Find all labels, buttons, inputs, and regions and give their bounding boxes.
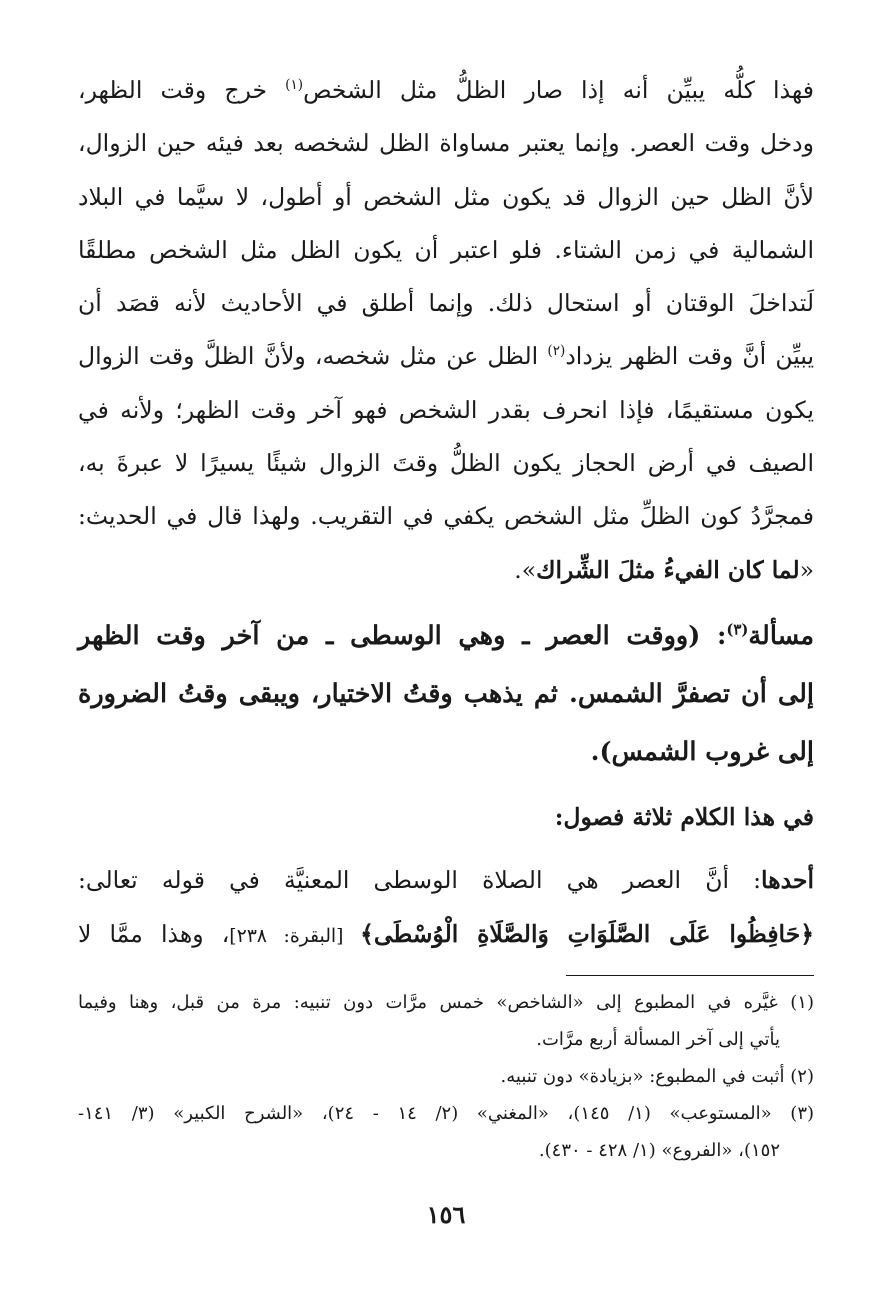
text-line xyxy=(78,330,814,383)
issue-label: مسألة xyxy=(748,620,814,651)
text-line xyxy=(78,854,814,907)
text-fragment: : أنَّ العصر هي الصلاة الوسطى المعنيَّة في قوله تعالى: xyxy=(78,866,762,895)
footnotes xyxy=(78,984,814,1169)
footnote-line: (٢) أثبت في المطبوع: «بزيادة» دون تنبيه. xyxy=(500,1065,814,1087)
text-fragment: ، وهذا ممَّا لا xyxy=(78,919,230,948)
text-line xyxy=(78,544,814,597)
text-line: لأنَّ الظل حين الزوال قد يكون مثل الشخص أو أطول، لا سيَّما في البلاد xyxy=(78,182,814,211)
footnote-ref[interactable]: (٢) xyxy=(547,343,566,360)
paragraph-3 xyxy=(78,854,814,961)
text-line: الشمالية في زمن الشتاء. فلو اعتبر أن يكون الظل مثل الشخص مطلقًا xyxy=(78,235,814,264)
footnote-line: ١٥٢)، «الفروع» (١/ ٤٢٨ - ٤٣٠). xyxy=(538,1139,780,1161)
text-line: يكون مستقيمًا، فإذا انحرف بقدر الشخص فهو آخر وقت الظهر؛ ولأنه في xyxy=(78,395,814,424)
text-line xyxy=(78,908,814,961)
text-line xyxy=(78,64,814,117)
text-fragment: : (ووقت العصر ـ وهي الوسطى ـ من آخر وقت الظهر xyxy=(78,620,727,651)
text-fragment: يبيِّن أنَّ وقت الظهر يزداد xyxy=(565,342,815,371)
text-fragment: فهذا كلُّه يبيِّن أنه إذا صار الظلُّ مثل الشخص xyxy=(303,76,814,104)
issue-block xyxy=(78,607,814,781)
footnote-line: (١) غيَّره في المطبوع إلى «الشاخص» خمس مرَّات دون تنبيه: مرة من قبل، وهنا وفيما xyxy=(78,991,814,1013)
hadith-quote: لما كان الفيءُ مثلَ الشِّراك xyxy=(536,555,800,584)
footnote-ref[interactable]: (١) xyxy=(285,77,304,94)
issue-line: إلى أن تصفرَّ الشمس. ثم يذهب وقتُ الاختيار، ويبقى وقتُ الضرورة xyxy=(78,678,814,709)
page-number: ١٥٦ xyxy=(426,1200,466,1229)
quote-mark: ». xyxy=(514,555,537,584)
footnote-separator xyxy=(566,975,814,976)
text-line: ودخل وقت العصر. وإنما يعتبر مساواة الظل لشخصه بعد فيئه حين الزوال، xyxy=(78,129,814,158)
text-line: فمجرَّدُ كون الظلِّ مثل الشخص يكفي في التقريب. ولهذا قال في الحديث: xyxy=(78,502,814,531)
paragraph-1 xyxy=(78,64,814,597)
footnote-ref[interactable]: (٣) xyxy=(726,621,749,639)
text-fragment: خرج وقت الظهر، xyxy=(78,76,286,104)
verse-reference: [البقرة: ٢٣٨] xyxy=(229,925,361,947)
quran-verse: ﴿حَافِظُوا عَلَى الصَّلَوَاتِ وَالصَّلَاةِ الْوُسْطَى﴾ xyxy=(360,919,815,948)
sections-intro: في هذا الكلام ثلاثة فصول: xyxy=(554,802,814,831)
text-line: لَتداخلَ الوقتان أو استحال ذلك. وإنما أطلق في الأحاديث لأنه قصَد أن xyxy=(78,289,814,318)
footnote-line: يأتي إلى آخر المسألة أربع مرَّات. xyxy=(536,1028,780,1050)
issue-line: إلى غروب الشمس). xyxy=(590,736,814,767)
issue-line xyxy=(78,607,814,665)
page-content xyxy=(78,64,814,1169)
quote-mark: « xyxy=(799,555,814,584)
section-label: أحدها xyxy=(761,866,814,895)
text-fragment: الظل عن مثل شخصه، ولأنَّ الظلَّ وقت الزوال xyxy=(78,342,548,371)
footnote-line: (٣) «المستوعب» (١/ ١٤٥)، «المغني» (٢/ ١٤ - ٢٤)، «الشرح الكبير» (٣/ ١٤١- xyxy=(78,1102,815,1124)
text-line: الصيف في أرض الحجاز يكون الظلُّ وقتَ الزوال شيئًا يسيرًا لا عبرةَ به، xyxy=(78,449,814,478)
